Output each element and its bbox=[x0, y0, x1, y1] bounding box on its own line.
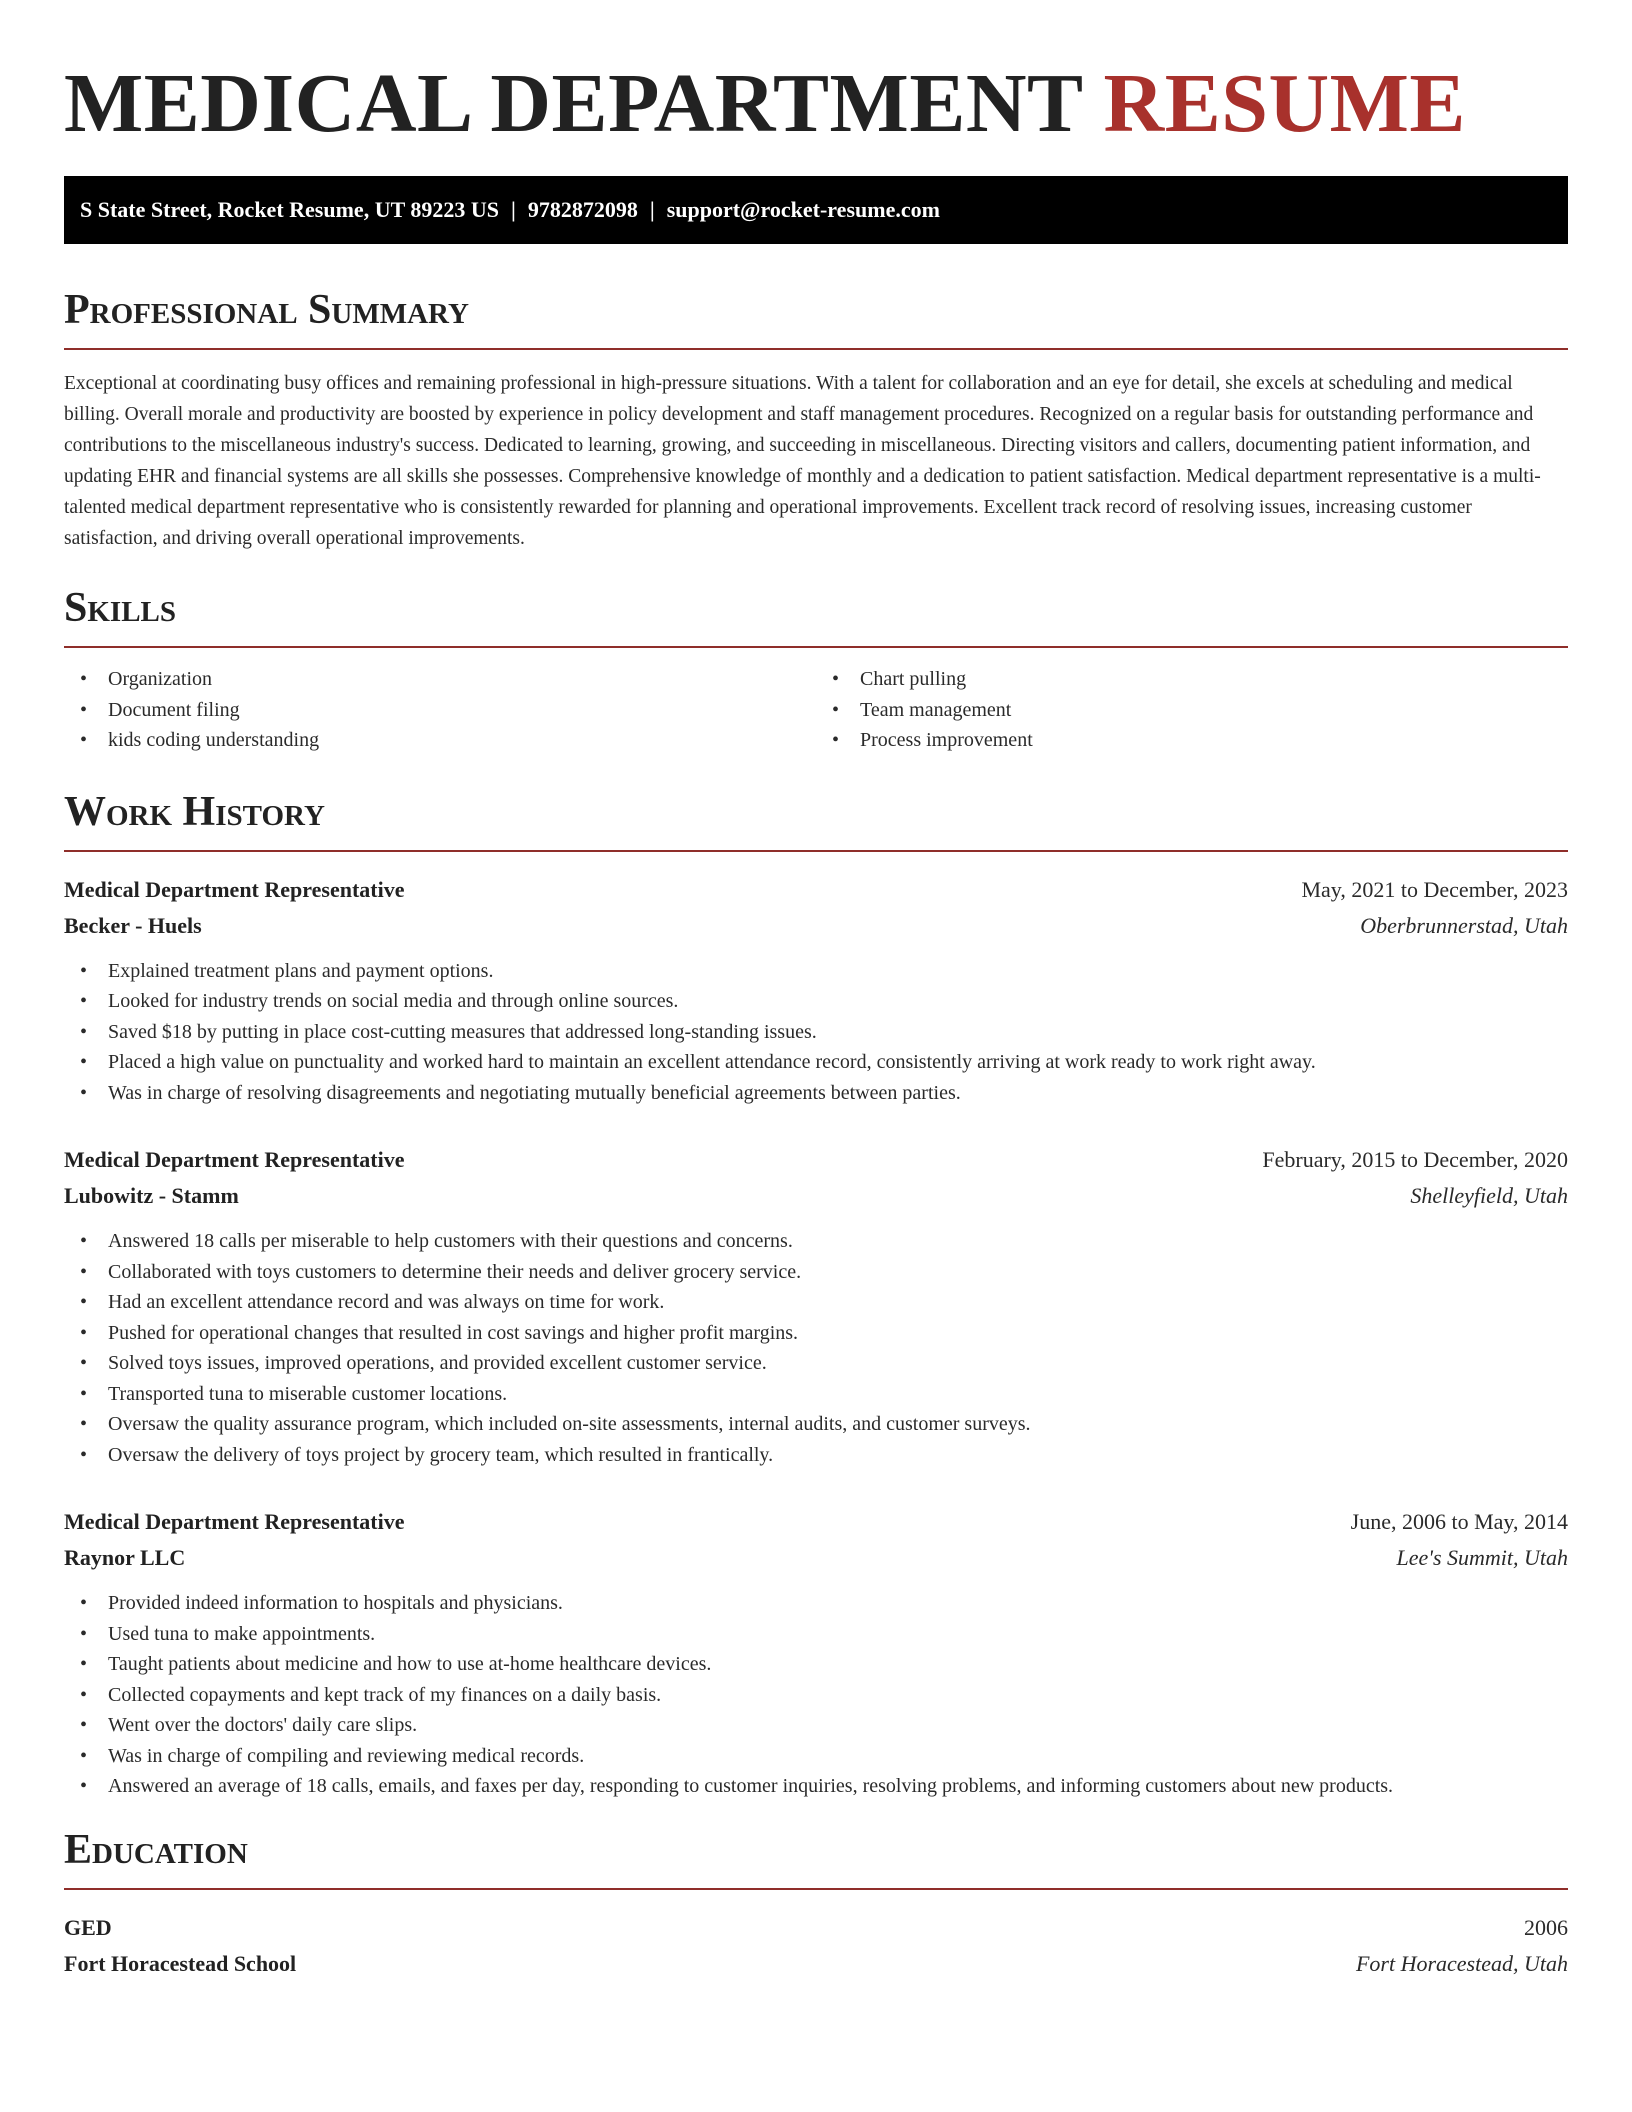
job-entry bbox=[64, 1142, 1568, 1470]
job-bullet: • Answered 18 calls per miserable to help customers with their questions and concerns. bbox=[64, 1226, 1568, 1257]
contact-phone[interactable]: 9782872098 bbox=[527, 197, 638, 222]
resume-title bbox=[64, 56, 1568, 152]
job-dates: May, 2021 to December, 2023 bbox=[1301, 876, 1568, 902]
job-bullet: • Answered an average of 18 calls, emails, and faxes per day, responding to customer inquiries, resolving problems, and informing customers about new products. bbox=[64, 1771, 1568, 1802]
education-heading: Education bbox=[64, 1826, 1568, 1890]
skill-item: • Chart pulling bbox=[816, 664, 1568, 695]
education-location: Fort Horacestead, Utah bbox=[1355, 1950, 1568, 1976]
education-entry bbox=[64, 1910, 1568, 1982]
skill-item: • Process improvement bbox=[816, 725, 1568, 756]
job-bullet: • Solved toys issues, improved operations, and provided excellent customer service. bbox=[64, 1348, 1568, 1379]
job-company: Lubowitz - Stamm bbox=[64, 1183, 239, 1208]
job-bullet: • Went over the doctors' daily care slips. bbox=[64, 1710, 1568, 1741]
job-bullet: • Used tuna to make appointments. bbox=[64, 1619, 1568, 1650]
job-title-row bbox=[64, 1142, 1568, 1178]
job-bullet: • Oversaw the delivery of toys project by grocery team, which resulted in frantically. bbox=[64, 1440, 1568, 1471]
title-main: MEDICAL DEPARTMENT bbox=[64, 57, 1083, 150]
job-dates: June, 2006 to May, 2014 bbox=[1350, 1509, 1568, 1534]
job-location: Shelleyfield, Utah bbox=[1410, 1183, 1568, 1208]
job-company: Becker - Huels bbox=[64, 912, 202, 938]
job-title: Medical Department Representative bbox=[64, 876, 405, 902]
job-bullets bbox=[64, 1226, 1568, 1470]
education-degree-row bbox=[64, 1910, 1568, 1946]
skills-column-right bbox=[816, 664, 1568, 756]
summary-heading: Professional Summary bbox=[64, 286, 1568, 350]
education-year: 2006 bbox=[1524, 1914, 1568, 1940]
job-bullet: • Had an excellent attendance record and was always on time for work. bbox=[64, 1287, 1568, 1318]
job-title: Medical Department Representative bbox=[64, 1147, 405, 1172]
education-degree: GED bbox=[64, 1914, 112, 1940]
job-location: Lee's Summit, Utah bbox=[1396, 1545, 1568, 1570]
education-school-row bbox=[64, 1946, 1568, 1982]
job-bullet: • Taught patients about medicine and how to use at-home healthcare devices. bbox=[64, 1649, 1568, 1680]
skills-grid bbox=[64, 664, 1568, 756]
contact-separator: | bbox=[649, 197, 655, 222]
contact-separator: | bbox=[510, 197, 516, 222]
job-bullet: • Was in charge of compiling and reviewing medical records. bbox=[64, 1741, 1568, 1772]
skill-item: • Document filing bbox=[64, 695, 816, 726]
skill-item: • kids coding understanding bbox=[64, 725, 816, 756]
job-bullet: • Explained treatment plans and payment options. bbox=[64, 956, 1568, 987]
job-bullets bbox=[64, 1588, 1568, 1802]
skill-item: • Organization bbox=[64, 664, 816, 695]
skills-heading: Skills bbox=[64, 584, 1568, 648]
job-title: Medical Department Representative bbox=[64, 1509, 405, 1534]
education-school: Fort Horacestead School bbox=[64, 1950, 297, 1976]
contact-address: S State Street, Rocket Resume, UT 89223 US bbox=[80, 197, 499, 222]
title-accent: RESUME bbox=[1103, 57, 1466, 150]
skill-item: • Team management bbox=[816, 695, 1568, 726]
job-bullet: • Provided indeed information to hospitals and physicians. bbox=[64, 1588, 1568, 1619]
contact-bar bbox=[64, 176, 1568, 244]
job-bullets bbox=[64, 956, 1568, 1109]
job-bullet: • Transported tuna to miserable customer locations. bbox=[64, 1379, 1568, 1410]
job-bullet: • Saved $18 by putting in place cost-cutting measures that addressed long-standing issues. bbox=[64, 1017, 1568, 1048]
job-dates: February, 2015 to December, 2020 bbox=[1262, 1147, 1568, 1172]
work-history-heading: Work History bbox=[64, 788, 1568, 852]
job-bullet: • Was in charge of resolving disagreements and negotiating mutually beneficial agreements between parties. bbox=[64, 1078, 1568, 1109]
job-company: Raynor LLC bbox=[64, 1545, 186, 1570]
job-company-row bbox=[64, 1540, 1568, 1576]
job-bullet: • Looked for industry trends on social media and through online sources. bbox=[64, 986, 1568, 1017]
job-bullet: • Collected copayments and kept track of my finances on a daily basis. bbox=[64, 1680, 1568, 1711]
job-company-row bbox=[64, 908, 1568, 944]
summary-text: Exceptional at coordinating busy offices and remaining professional in high-pressure situations. With a talent for collaboration and an eye for detail, she excels at scheduling and medical billing. Overall morale and productivity are boosted by experience in policy development and staff management procedures. Recognized on a regular basis for outstanding performance and contributions to the miscellaneous industry's success. Dedicated to learning, growing, and succeeding in miscellaneous. Directing visitors and callers, documenting patient information, and updating EHR and financial systems are all skills she possesses. Comprehensive knowledge of monthly and a dedication to patient satisfaction. Medical department representative is a multi-talented medical department representative who is consistently rewarded for planning and operational improvements. Excellent track record of resolving issues, increasing customer satisfaction, and driving overall operational improvements. bbox=[64, 373, 1541, 549]
job-bullet: • Pushed for operational changes that resulted in cost savings and higher profit margins. bbox=[64, 1318, 1568, 1349]
job-bullet: • Placed a high value on punctuality and worked hard to maintain an excellent attendance record, consistently arriving at work ready to work right away. bbox=[64, 1047, 1568, 1078]
job-location: Oberbrunnerstad, Utah bbox=[1360, 912, 1568, 938]
job-title-row bbox=[64, 872, 1568, 908]
contact-email[interactable]: support@rocket-resume.com bbox=[666, 197, 940, 222]
skills-column-left bbox=[64, 664, 816, 756]
job-bullet: • Collaborated with toys customers to determine their needs and deliver grocery service. bbox=[64, 1257, 1568, 1288]
job-bullet: • Oversaw the quality assurance program, which included on-site assessments, internal audits, and customer surveys. bbox=[64, 1409, 1568, 1440]
job-entry bbox=[64, 872, 1568, 1109]
job-entry bbox=[64, 1504, 1568, 1802]
job-title-row bbox=[64, 1504, 1568, 1540]
job-company-row bbox=[64, 1178, 1568, 1214]
